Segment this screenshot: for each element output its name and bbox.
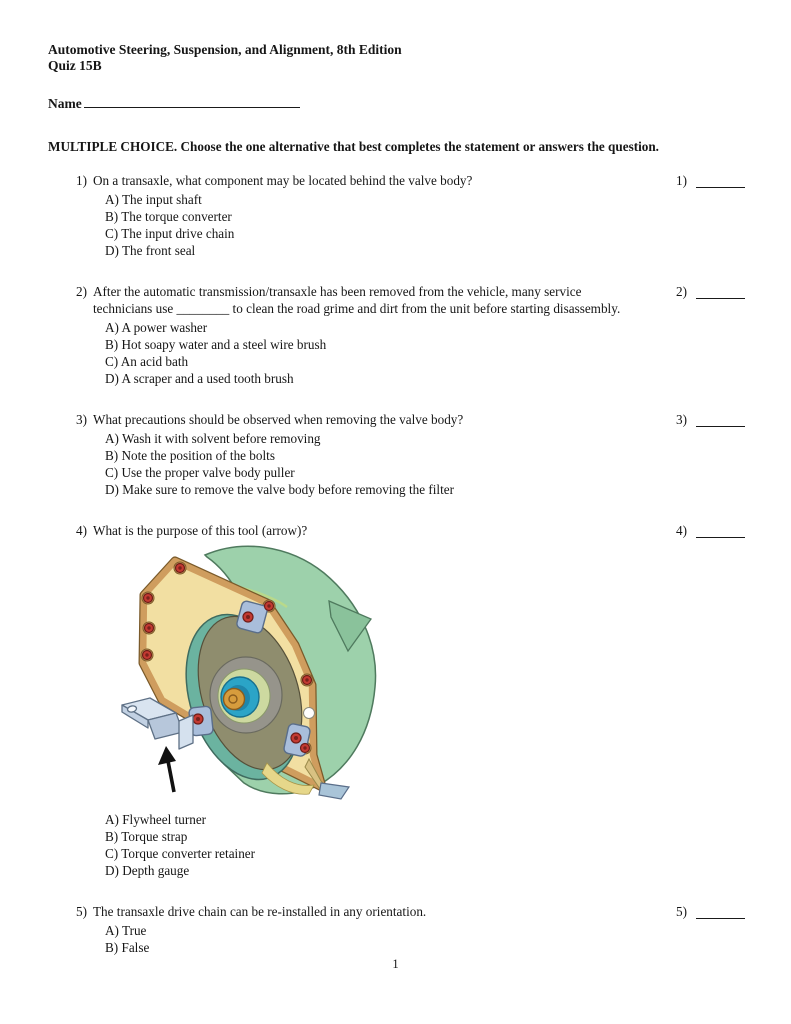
question-4-figure [117, 545, 387, 803]
choice-list [105, 922, 426, 956]
pointer-arrow [158, 746, 176, 792]
answer-slot-5 [676, 903, 745, 920]
answer-slot-4 [676, 522, 745, 539]
question-number: 3) [76, 412, 87, 427]
question-text: What precautions should be observed when removing the valve body? [93, 412, 464, 427]
answer-blank[interactable] [696, 173, 745, 188]
choice-c: C) Use the proper valve body puller [105, 465, 295, 480]
question-number: 4) [76, 523, 87, 538]
choice-list [105, 319, 638, 387]
dowel-hole [304, 708, 315, 719]
choice-a: A) A power washer [105, 320, 208, 335]
name-input-line[interactable] [84, 93, 300, 108]
question-5 [48, 903, 745, 956]
answer-number: 3) [676, 412, 687, 427]
question-text: The transaxle drive chain can be re-installed in any orientation. [93, 904, 427, 919]
housing-foot [319, 783, 349, 799]
choice-b: B) Note the position of the bolts [105, 448, 275, 463]
choice-c: C) The input drive chain [105, 226, 235, 241]
question-text: After the automatic transmission/transaxle has been removed from the vehicle, many service technicians use ________ to clean the road grime and dirt from the unit before starting disassembly. [93, 284, 621, 316]
choice-b: B) False [105, 940, 150, 955]
book-title: Automotive Steering, Suspension, and Alignment, 8th Edition [48, 42, 402, 57]
answer-blank[interactable] [696, 523, 745, 538]
answer-blank[interactable] [696, 904, 745, 919]
answer-number: 4) [676, 523, 687, 538]
question-list [48, 172, 745, 956]
choice-a: A) The input shaft [105, 192, 202, 207]
choice-d: D) A scraper and a used tooth brush [105, 371, 294, 386]
answer-slot-2 [676, 283, 745, 300]
choice-a: A) Flywheel turner [105, 812, 207, 827]
choice-list [105, 430, 463, 498]
question-number: 1) [76, 173, 87, 188]
answer-blank[interactable] [696, 412, 745, 427]
answer-number: 2) [676, 284, 687, 299]
question-number: 2) [76, 284, 87, 299]
question-1 [48, 172, 745, 259]
choice-d: D) Depth gauge [105, 863, 190, 878]
choice-list [105, 191, 472, 259]
hub-center [224, 689, 245, 710]
page-number: 1 [392, 957, 399, 971]
answer-number: 1) [676, 173, 687, 188]
answer-number: 5) [676, 904, 687, 919]
document-header [48, 42, 745, 74]
question-4 [48, 522, 745, 879]
choice-d: D) The front seal [105, 243, 196, 258]
answer-slot-1 [676, 172, 745, 189]
choice-b: B) Torque strap [105, 829, 188, 844]
transaxle-illustration [117, 545, 387, 803]
choice-d: D) Make sure to remove the valve body before removing the filter [105, 482, 454, 497]
question-text: What is the purpose of this tool (arrow)? [93, 523, 308, 538]
choice-a: A) True [105, 923, 147, 938]
answer-blank[interactable] [696, 284, 745, 299]
name-label: Name [48, 96, 82, 111]
choice-b: B) The torque converter [105, 209, 232, 224]
choice-c: C) Torque converter retainer [105, 846, 256, 861]
answer-slot-3 [676, 411, 745, 428]
question-text: On a transaxle, what component may be located behind the valve body? [93, 173, 473, 188]
choice-list [105, 811, 387, 879]
instructions-line: MULTIPLE CHOICE. Choose the one alternative that best completes the statement or answers the question. [48, 139, 659, 154]
name-row [48, 93, 745, 112]
quiz-number: Quiz 15B [48, 58, 102, 73]
choice-c: C) An acid bath [105, 354, 189, 369]
question-number: 5) [76, 904, 87, 919]
question-3 [48, 411, 745, 498]
choice-a: A) Wash it with solvent before removing [105, 431, 321, 446]
question-2 [48, 283, 745, 387]
choice-b: B) Hot soapy water and a steel wire brush [105, 337, 327, 352]
